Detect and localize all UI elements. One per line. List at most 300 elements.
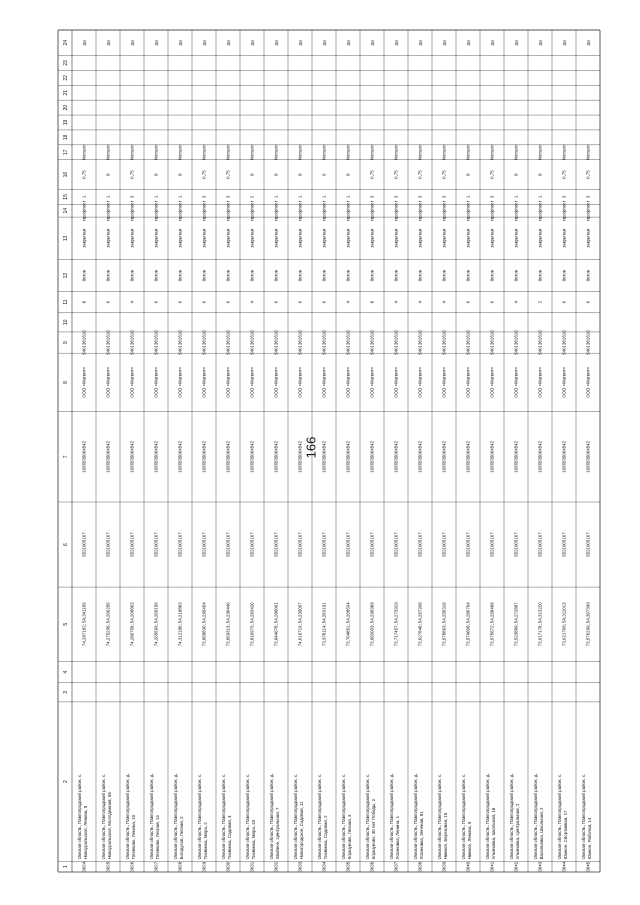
cell-inn: 5521005167 xyxy=(225,532,231,557)
cell-coords: 73,575672; 54,258468 xyxy=(489,602,495,647)
cell-address: Коршуново, Лесная, 3 xyxy=(347,814,352,860)
cell-fence: закрытая xyxy=(441,228,447,248)
cell-vol: 8 xyxy=(465,173,471,176)
cell-coords: 73,859313; 54,290446 xyxy=(225,602,231,647)
column-number-20: 20 xyxy=(63,104,69,111)
cell-address: Омская область, Павлоградский район, с. xyxy=(101,773,106,860)
cell-base: бетон xyxy=(417,269,423,282)
cell-fence: закрытая xyxy=(561,228,567,248)
cell-type: Металл xyxy=(129,144,135,161)
cell-vol: 8 xyxy=(297,173,303,176)
cell-num: 3634 xyxy=(321,861,327,872)
cell-count: 8 xyxy=(369,300,375,304)
cell-last: да xyxy=(465,40,471,46)
cell-vol: 0,75 xyxy=(441,170,447,179)
column-number-4: 4 xyxy=(63,670,69,674)
cell-last: да xyxy=(129,40,135,46)
cell-org: ООО «Магнит» xyxy=(153,366,159,398)
cell-count: 6 xyxy=(321,300,327,304)
cell-kpp: 5401381610 xyxy=(585,330,591,355)
cell-lid: профлист xyxy=(465,200,471,221)
cell-ogrn: 1055535004542 xyxy=(321,440,327,473)
column-number-6: 6 xyxy=(63,543,69,546)
cell-coords: 73,576299; 54,307399 xyxy=(585,602,591,647)
cell-type: Металл xyxy=(81,144,87,161)
cell-base: бетон xyxy=(465,269,471,282)
cell-coords: 73,858830; 54,295454 xyxy=(201,602,207,647)
cell-address: Омская область, Павлоградский район, с. xyxy=(341,773,346,860)
cell-num: 3628 xyxy=(177,861,183,872)
cell-kpp: 5401381610 xyxy=(177,330,183,355)
cell-qty: 3 xyxy=(441,195,447,199)
cell-ogrn: 1055535004542 xyxy=(369,440,375,473)
cell-base: бетон xyxy=(201,269,207,282)
cell-fence: закрытая xyxy=(537,228,543,248)
cell-lid: профлист xyxy=(369,200,375,221)
cell-address: Омская область, Павлоградский район, д. xyxy=(389,773,394,860)
cell-kpp: 5401381610 xyxy=(489,330,495,355)
cell-type: Металл xyxy=(537,144,543,161)
cell-org: ООО «Магнит» xyxy=(393,366,399,398)
cell-address: Васильевка, Школьная, 2 xyxy=(539,807,544,860)
cell-type: Металл xyxy=(345,144,351,161)
cell-ogrn: 1055535004542 xyxy=(153,440,159,473)
cell-last: да xyxy=(201,40,207,46)
cell-address: Логиновка, Ленина, 1 xyxy=(395,815,400,860)
cell-ogrn: 1055535004542 xyxy=(129,440,135,473)
cell-address: Тихвинка, Мира, 2 xyxy=(203,822,208,860)
cell-inn: 5521005167 xyxy=(465,532,471,557)
cell-last: да xyxy=(561,40,567,46)
cell-qty: 3 xyxy=(225,195,231,199)
cell-count: 6 xyxy=(585,300,591,304)
cell-num: 3624 xyxy=(81,861,87,872)
column-number-15: 15 xyxy=(63,194,69,200)
cell-org: ООО «Магнит» xyxy=(177,366,183,398)
cell-address: Пленково, Лесная, 14 xyxy=(155,815,160,860)
cell-last: да xyxy=(105,40,111,46)
cell-fence: закрытая xyxy=(153,228,159,248)
cell-vol: 0,75 xyxy=(369,170,375,179)
cell-kpp: 5401381610 xyxy=(465,330,471,355)
cell-address: Омская область, Павлоградский район, д. xyxy=(533,773,538,860)
cell-vol: 8 xyxy=(105,173,111,176)
column-number-8: 8 xyxy=(63,381,69,384)
cell-qty: 1 xyxy=(321,195,327,199)
cell-fence: закрытая xyxy=(513,228,519,248)
cell-org: ООО «Магнит» xyxy=(489,366,495,398)
cell-kpp: 5401381610 xyxy=(417,330,423,355)
cell-count: 8 xyxy=(81,300,87,304)
cell-vol: 0,75 xyxy=(417,170,423,179)
cell-num: 3625 xyxy=(105,861,111,872)
cell-type: Металл xyxy=(201,144,207,161)
cell-fence: закрытая xyxy=(225,228,231,248)
cell-address: Омская область, Павлоградский район, с. xyxy=(197,773,202,860)
cell-kpp: 5401381610 xyxy=(441,330,447,355)
cell-base: бетон xyxy=(537,269,543,282)
cell-address: Омская область, Павлоградский район, с. xyxy=(293,773,298,860)
cell-qty: 1 xyxy=(153,195,159,199)
cell-address: Омская область, Павлоградский район, д. xyxy=(125,773,130,860)
cell-last: да xyxy=(225,40,231,46)
column-number-23: 23 xyxy=(63,60,69,66)
column-number-5: 5 xyxy=(63,622,69,626)
cell-fence: закрытая xyxy=(129,228,135,248)
cell-org: ООО «Магнит» xyxy=(537,366,543,398)
cell-type: Металл xyxy=(513,144,519,161)
cell-last: да xyxy=(417,40,423,46)
cell-lid: профлист xyxy=(81,200,87,221)
cell-last: да xyxy=(273,40,279,46)
cell-org: ООО «Магнит» xyxy=(441,366,447,398)
cell-base: бетон xyxy=(321,269,327,282)
cell-inn: 5521005167 xyxy=(513,532,519,557)
cell-address: Новоуральское, Ленина, 9 xyxy=(83,805,88,860)
column-number-9: 9 xyxy=(63,341,69,344)
cell-last: да xyxy=(81,40,87,46)
cell-org: ООО «Магнит» xyxy=(345,366,351,398)
column-number-22: 22 xyxy=(63,75,69,81)
cell-type: Металл xyxy=(465,144,471,161)
cell-org: ООО «Магнит» xyxy=(297,366,303,398)
cell-count: 6 xyxy=(153,300,159,304)
cell-inn: 5521005167 xyxy=(417,532,423,557)
cell-base: бетон xyxy=(369,269,375,282)
cell-lid: профлист xyxy=(393,200,399,221)
cell-address: Южное, Спортивная, 17 xyxy=(563,810,568,860)
cell-fence: закрытая xyxy=(489,228,495,248)
cell-inn: 5521005167 xyxy=(369,532,375,557)
cell-inn: 5521005167 xyxy=(345,532,351,557)
cell-base: бетон xyxy=(297,269,303,282)
cell-address: Хвойное, Центральная, 7 xyxy=(275,807,280,860)
cell-fence: закрытая xyxy=(393,228,399,248)
cell-vol: 8 xyxy=(513,173,519,176)
cell-fence: закрытая xyxy=(345,228,351,248)
column-number-21: 21 xyxy=(63,89,69,96)
cell-lid: профлист xyxy=(201,200,207,221)
cell-ogrn: 1055535004542 xyxy=(489,440,495,473)
cell-inn: 5521005167 xyxy=(441,532,447,557)
column-number-14: 14 xyxy=(63,207,69,214)
cell-kpp: 5401381610 xyxy=(393,330,399,355)
cell-coords: 73,617178; 54,313220 xyxy=(537,602,543,647)
cell-last: да xyxy=(297,40,303,46)
cell-count: 4 xyxy=(441,300,447,304)
cell-vol: 8 xyxy=(153,173,159,176)
cell-num: 3630 xyxy=(225,861,231,872)
cell-kpp: 5401381610 xyxy=(345,330,351,355)
cell-coords: 74,287182; 54,341189 xyxy=(81,602,87,647)
cell-address: Омская область, Павлоградский район, д. xyxy=(413,773,418,860)
cell-type: Металл xyxy=(177,144,183,161)
cell-vol: 0,75 xyxy=(129,170,135,179)
cell-address: Новогородское, Садовая, 11 xyxy=(299,801,304,860)
cell-last: да xyxy=(345,40,351,46)
cell-org: ООО «Магнит» xyxy=(129,366,135,398)
cell-last: да xyxy=(321,40,327,46)
cell-address: Тихвинка, Мира, 33 xyxy=(251,819,256,860)
column-number-11: 11 xyxy=(63,299,69,305)
cell-inn: 5521005167 xyxy=(105,532,111,557)
cell-lid: профлист xyxy=(585,200,591,221)
cell-num: 3636 xyxy=(369,861,375,872)
cell-vol: 0,75 xyxy=(393,170,399,179)
cell-type: Металл xyxy=(297,144,303,161)
cell-count: 6 xyxy=(201,300,207,304)
cell-qty: 1 xyxy=(273,195,279,199)
cell-last: да xyxy=(489,40,495,46)
cell-num: 3644 xyxy=(561,861,567,872)
column-number-13: 13 xyxy=(63,235,69,242)
cell-lid: профлист xyxy=(537,200,543,221)
cell-address: Омская область, Павлоградский район, д. xyxy=(149,773,154,860)
cell-qty: 1 xyxy=(345,195,351,199)
cell-qty: 3 xyxy=(585,195,591,199)
cell-vol: 0,75 xyxy=(585,170,591,179)
cell-num: 3643 xyxy=(537,861,543,872)
cell-lid: профлист xyxy=(345,200,351,221)
cell-org: ООО «Магнит» xyxy=(273,366,279,398)
cell-org: ООО «Магнит» xyxy=(561,366,567,398)
cell-coords: 73,682003; 54,295989 xyxy=(369,602,375,647)
cell-address: Нивное, Березовая, 15 xyxy=(443,812,448,860)
cell-qty: 1 xyxy=(513,195,519,199)
cell-num: 3635 xyxy=(345,861,351,872)
cell-qty: 3 xyxy=(201,195,207,199)
cell-last: да xyxy=(537,40,543,46)
cell-base: бетон xyxy=(129,269,135,282)
cell-kpp: 5401381610 xyxy=(273,330,279,355)
cell-ogrn: 1055535004542 xyxy=(513,440,519,473)
cell-inn: 5521005167 xyxy=(177,532,183,557)
cell-qty: 1 xyxy=(81,195,87,199)
cell-coords: 74,275295; 54,200256 xyxy=(105,602,111,647)
cell-address: Омская область, Павлоградский район, с. xyxy=(245,773,250,860)
cell-address: Тихвинка, Садовая, 4 xyxy=(227,815,232,860)
cell-address: Омская область, Павлоградский район, с. xyxy=(557,773,562,860)
cell-lid: профлист xyxy=(321,200,327,221)
cell-count: 6 xyxy=(489,300,495,304)
cell-address: Омская область, Павлоградский район, с. xyxy=(461,773,466,860)
cell-lid: профлист xyxy=(225,200,231,221)
cell-base: бетон xyxy=(177,269,183,282)
cell-num: 3641 xyxy=(489,861,495,872)
cell-address: Омская область, Павлоградский район, с. xyxy=(317,773,322,860)
cell-last: да xyxy=(249,40,255,46)
cell-inn: 5521005167 xyxy=(585,532,591,557)
cell-fence: закрытая xyxy=(369,228,375,248)
cell-type: Металл xyxy=(585,144,591,161)
cell-kpp: 5401381610 xyxy=(105,330,111,355)
cell-org: ООО «Магнит» xyxy=(585,366,591,398)
cell-vol: 0,75 xyxy=(201,170,207,179)
cell-coords: 73,704851; 54,208534 xyxy=(345,602,351,647)
cell-count: 2 xyxy=(537,300,543,304)
column-number-19: 19 xyxy=(63,119,69,126)
cell-ogrn: 1055535004542 xyxy=(105,440,111,473)
cell-coords: 73,523889; 54,272887 xyxy=(513,602,519,647)
cell-fence: закрытая xyxy=(465,228,471,248)
cell-base: бетон xyxy=(345,269,351,282)
cell-inn: 5521005167 xyxy=(297,532,303,557)
cell-fence: закрытая xyxy=(585,228,591,248)
cell-base: бетон xyxy=(393,269,399,282)
cell-coords: 73,621708; 54,311013 xyxy=(561,602,567,647)
cell-count: 6 xyxy=(465,300,471,304)
cell-num: 3638 xyxy=(417,861,423,872)
cell-ogrn: 1055535004542 xyxy=(81,440,87,473)
cell-org: ООО «Магнит» xyxy=(465,366,471,398)
cell-type: Металл xyxy=(225,144,231,161)
cell-kpp: 5401381610 xyxy=(225,330,231,355)
cell-ogrn: 1055535004542 xyxy=(585,440,591,473)
cell-fence: закрытая xyxy=(201,228,207,248)
cell-address: Омская область, Павлоградский район, с. xyxy=(365,773,370,860)
cell-last: да xyxy=(441,40,447,46)
column-number-24: 24 xyxy=(63,39,69,46)
cell-fence: закрытая xyxy=(297,228,303,248)
cell-num: 3645 xyxy=(585,861,591,872)
cell-fence: закрытая xyxy=(105,228,111,248)
cell-ogrn: 1055535004542 xyxy=(393,440,399,473)
cell-fence: закрытая xyxy=(321,228,327,248)
cell-kpp: 5401381610 xyxy=(561,330,567,355)
cell-kpp: 5401381610 xyxy=(201,330,207,355)
cell-ogrn: 1055535004542 xyxy=(441,440,447,473)
cell-count: 6 xyxy=(105,300,111,304)
cell-num: 3633 xyxy=(297,861,303,872)
cell-kpp: 5401381610 xyxy=(321,330,327,355)
cell-type: Металл xyxy=(489,144,495,161)
cell-base: бетон xyxy=(513,269,519,282)
cell-coords: 74,280758; 54,208803 xyxy=(129,602,135,647)
cell-type: Металл xyxy=(417,144,423,161)
cell-org: ООО «Магнит» xyxy=(369,366,375,398)
cell-address: Омская область, Павлоградский район, с. xyxy=(77,773,82,860)
cell-count: 6 xyxy=(561,300,567,304)
cell-org: ООО «Магнит» xyxy=(225,366,231,398)
cell-num: 3627 xyxy=(153,861,159,872)
cell-base: бетон xyxy=(489,269,495,282)
cell-num: 3639 xyxy=(441,861,447,872)
cell-ogrn: 1055535004542 xyxy=(465,440,471,473)
cell-qty: 1 xyxy=(177,195,183,199)
column-number-2: 2 xyxy=(63,780,69,784)
cell-kpp: 5401381610 xyxy=(129,330,135,355)
cell-kpp: 5401381610 xyxy=(153,330,159,355)
cell-coords: 73,717457; 54,273919 xyxy=(393,602,399,647)
cell-qty: 1 xyxy=(465,195,471,199)
cell-ogrn: 1055535004542 xyxy=(537,440,543,473)
cell-count: 6 xyxy=(297,300,303,304)
cell-org: ООО «Магнит» xyxy=(201,366,207,398)
cell-inn: 5521005167 xyxy=(561,532,567,557)
cell-address: Логиновка, Зеленая, 51 xyxy=(419,811,424,860)
cell-type: Металл xyxy=(441,144,447,161)
cell-inn: 5521005167 xyxy=(273,532,279,557)
cell-num: 3642 xyxy=(513,861,519,872)
cell-count: 4 xyxy=(417,300,423,304)
cell-org: ООО «Магнит» xyxy=(417,366,423,398)
cell-last: да xyxy=(393,40,399,46)
cell-coords: 73,574608; 54,280764 xyxy=(465,602,471,647)
cell-ogrn: 1055535004542 xyxy=(273,440,279,473)
cell-kpp: 5401381610 xyxy=(537,330,543,355)
cell-inn: 5521005167 xyxy=(249,532,255,557)
cell-qty: 3 xyxy=(489,195,495,199)
cell-coords: 73,627848; 54,267208 xyxy=(417,602,423,647)
column-number-12: 12 xyxy=(63,272,69,279)
cell-base: бетон xyxy=(585,269,591,282)
column-number-1: 1 xyxy=(63,865,69,869)
cell-coords: 74,265593; 54,209156 xyxy=(153,602,159,647)
cell-kpp: 5401381610 xyxy=(81,330,87,355)
cell-qty: 3 xyxy=(417,195,423,199)
cell-num: 3637 xyxy=(393,861,399,872)
page-number: 166 xyxy=(303,436,319,459)
cell-inn: 5521005167 xyxy=(537,532,543,557)
cell-address: Омская область, Павлоградский район, с. xyxy=(581,773,586,860)
cell-address: Нивное, Ленина, 9 xyxy=(467,821,472,860)
cell-qty: 1 xyxy=(297,195,303,199)
cell-kpp: 5401381610 xyxy=(297,330,303,355)
cell-qty: 3 xyxy=(369,195,375,199)
cell-org: ООО «Магнит» xyxy=(249,366,255,398)
cell-address: Омская область, Павлоградский район, с. xyxy=(437,773,442,860)
cell-coords: 73,578863; 54,256318 xyxy=(441,602,447,647)
cell-lid: профлист xyxy=(561,200,567,221)
cell-lid: профлист xyxy=(273,200,279,221)
cell-inn: 5521005167 xyxy=(393,532,399,557)
cell-count: 6 xyxy=(177,300,183,304)
cell-vol: 8 xyxy=(273,173,279,176)
cell-lid: профлист xyxy=(249,200,255,221)
cell-qty: 3 xyxy=(393,195,399,199)
cell-lid: профлист xyxy=(417,200,423,221)
cell-type: Металл xyxy=(273,144,279,161)
column-number-17: 17 xyxy=(63,149,69,156)
cell-num: 3631 xyxy=(249,861,255,872)
cell-coords: 73,810973; 54,283420 xyxy=(249,602,255,647)
cell-count: 4 xyxy=(393,300,399,304)
cell-base: бетон xyxy=(81,269,87,282)
column-number-3: 3 xyxy=(63,690,69,694)
cell-vol: 8 xyxy=(249,173,255,176)
cell-vol: 8 xyxy=(177,173,183,176)
cell-vol: 6 xyxy=(321,173,327,176)
column-number-7: 7 xyxy=(63,455,69,459)
cell-inn: 5521005167 xyxy=(129,532,135,557)
cell-qty: 3 xyxy=(129,195,135,199)
cell-type: Металл xyxy=(321,144,327,161)
cell-kpp: 5401381610 xyxy=(249,330,255,355)
cell-ogrn: 1055535004542 xyxy=(561,440,567,473)
cell-fence: закрытая xyxy=(417,228,423,248)
cell-lid: профлист xyxy=(489,200,495,221)
cell-address: Коршуново, 30 лет Победы, 2 xyxy=(371,798,376,860)
cell-address: Богодухов, Лесная, 2 xyxy=(179,816,184,860)
cell-lid: профлист xyxy=(513,200,519,221)
cell-coords: 74,312180; 54,218883 xyxy=(177,602,183,647)
cell-type: Металл xyxy=(249,144,255,161)
cell-fence: закрытая xyxy=(273,228,279,248)
cell-ogrn: 1055535004542 xyxy=(177,440,183,473)
cell-last: да xyxy=(369,40,375,46)
cell-count: 4 xyxy=(513,300,519,304)
cell-last: да xyxy=(585,40,591,46)
